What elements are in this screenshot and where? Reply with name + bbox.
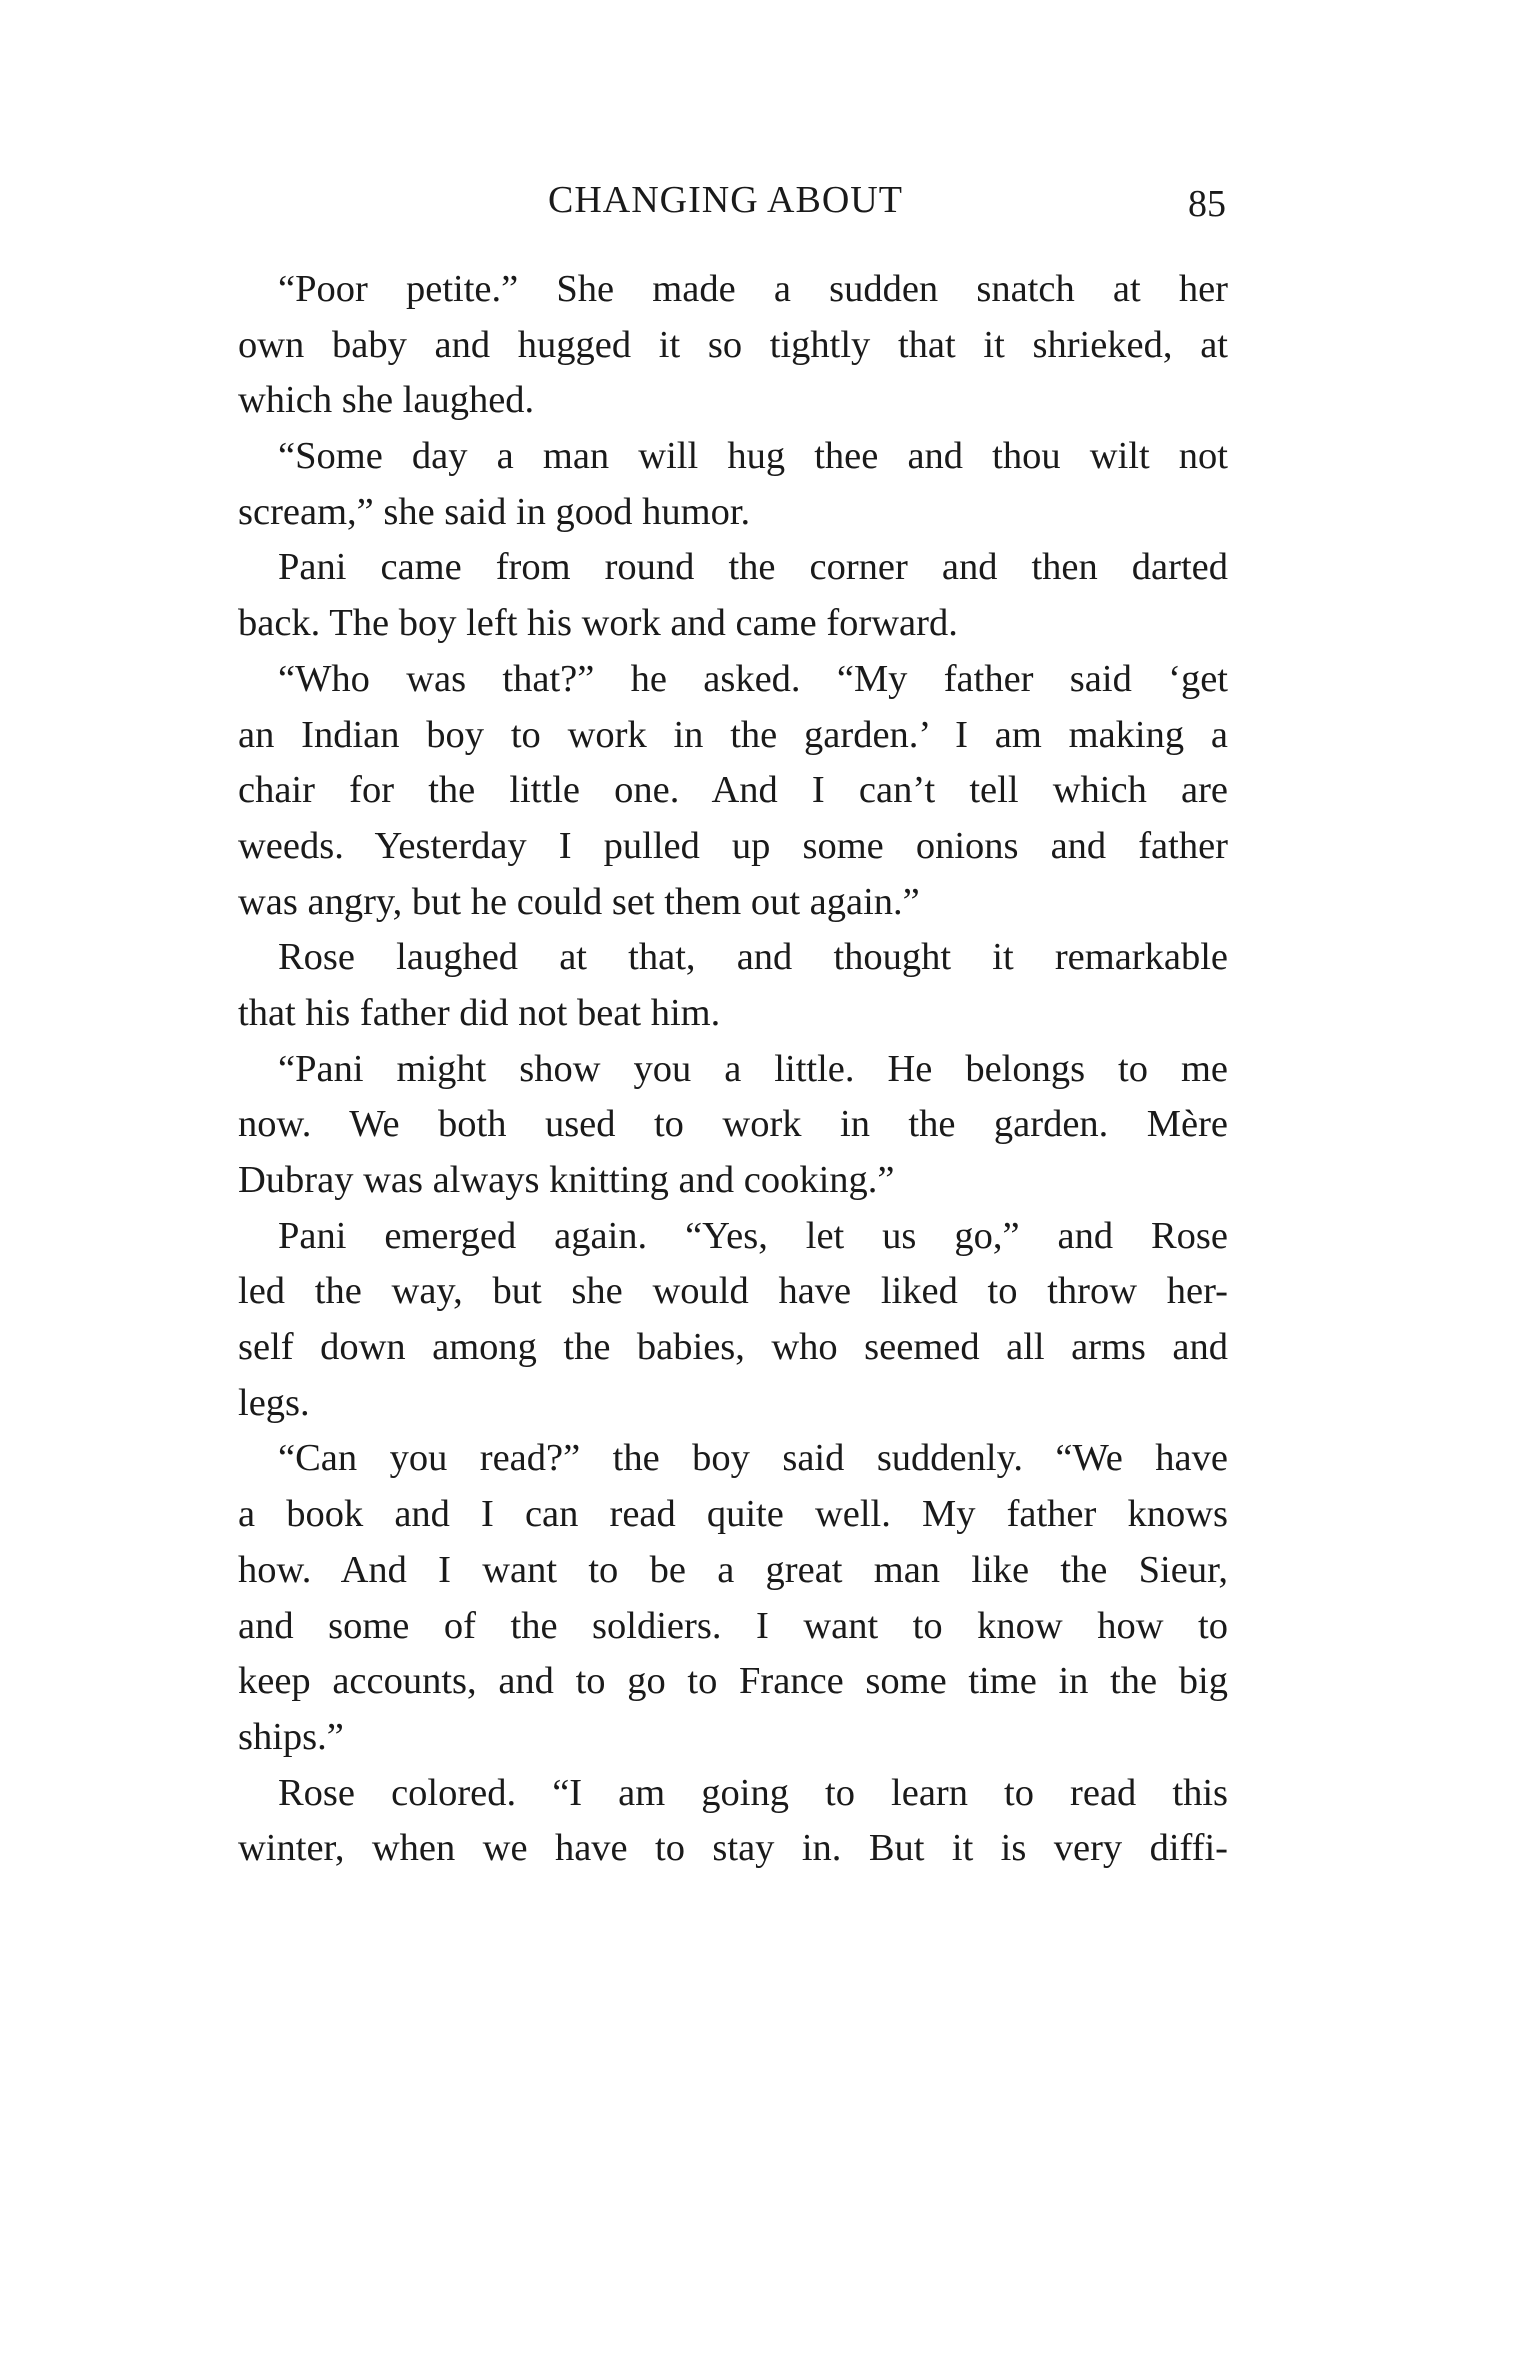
text-line: “Some day a man will hug thee and thou wilt not xyxy=(278,435,1228,478)
text-line: that his father did not beat him. xyxy=(238,991,721,1034)
text-line: Rose colored. “I am going to learn to read this xyxy=(278,1771,1228,1814)
text-line: back. The boy left his work and came forward. xyxy=(238,602,958,645)
text-line: “Who was that?” he asked. “My father said ‘get xyxy=(278,657,1228,700)
text-line: Pani came from round the corner and then darted xyxy=(278,546,1228,589)
text-line: “Can you read?” the boy said suddenly. “We have xyxy=(278,1437,1228,1480)
text-line: scream,” she said in good humor. xyxy=(238,490,751,533)
running-title: CHANGING ABOUT xyxy=(548,179,903,221)
text-line: winter, when we have to stay in. But it is very diffi- xyxy=(238,1827,1228,1870)
text-line: legs. xyxy=(238,1381,310,1424)
text-line: “Pani might show you a little. He belongs to me xyxy=(278,1047,1228,1090)
text-line: was angry, but he could set them out again.” xyxy=(238,880,920,923)
text-line: chair for the little one. And I can’t tell which are xyxy=(238,769,1228,812)
text-line: “Poor petite.” She made a sudden snatch at her xyxy=(278,268,1228,310)
text-line: led the way, but she would have liked to throw her- xyxy=(238,1270,1228,1313)
body-text xyxy=(238,262,1228,1877)
text-line: an Indian boy to work in the garden.’ I am making a xyxy=(238,713,1228,756)
text-line: which she laughed. xyxy=(238,379,535,422)
text-line: Dubray was always knitting and cooking.” xyxy=(238,1159,895,1201)
text-line: how. And I want to be a great man like the Sieur, xyxy=(238,1548,1228,1591)
text-line: now. We both used to work in the garden. Mère xyxy=(238,1103,1228,1146)
text-line: ships.” xyxy=(238,1715,344,1758)
running-head xyxy=(238,178,1238,228)
text-line: a book and I can read quite well. My father knows xyxy=(238,1493,1228,1536)
text-line: own baby and hugged it so tightly that it shrieked, at xyxy=(238,323,1228,366)
text-line: Rose laughed at that, and thought it remarkable xyxy=(278,936,1228,979)
text-line: and some of the soldiers. I want to know how to xyxy=(238,1604,1228,1647)
page-number: 85 xyxy=(1188,183,1226,225)
text-line: self down among the babies, who seemed all arms and xyxy=(238,1326,1228,1369)
text-line: weeds. Yesterday I pulled up some onions and father xyxy=(238,824,1228,867)
text-line: Pani emerged again. “Yes, let us go,” and Rose xyxy=(278,1214,1228,1257)
text-line: keep accounts, and to go to France some time in the big xyxy=(238,1660,1228,1703)
